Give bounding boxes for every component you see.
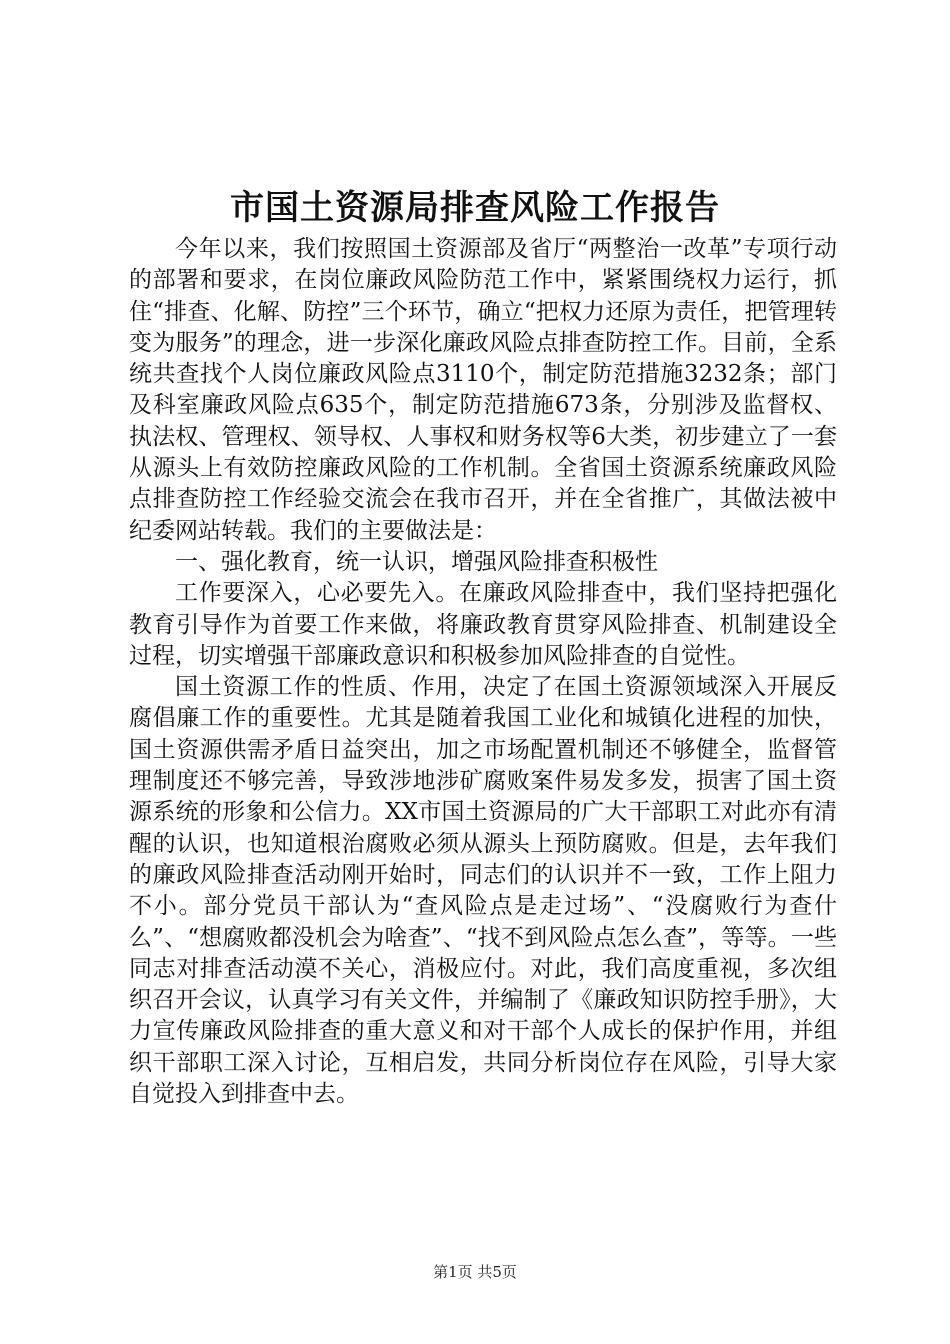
section-heading: 一、强化教育，统一认识，增强风险排查积极性	[175, 548, 658, 575]
paragraph-intro: 今年以来，我们按照国土资源部及省厅“两整治一改革”专项行动的部署和要求，在岗位廉政风险防范工作中，紧紧围绕权力运行，抓住“排查、化解、防控”三个环节，确立“把权力还原为责任，把管理转变为服务”的理念，进一步深化廉政风险点排查防控工作。目前，全系统共查找个人岗位廉政风险点3110个，制定防范措施3232条；部门及科室廉政风险点635个，制定防范措施673条，分别涉及监督权、执法权、管理权、领导权、人事权和财务权等6大类，初步建立了一套从源头上有效防控廉政风险的工作机制。全省国土资源系统廉政风险点排查防控工作经验交流会在我市召开，并在全省推广，其做法被中纪委网站转载。我们的主要做法是：	[129, 236, 837, 544]
document-body	[129, 234, 837, 1110]
document-title: 市国土资源局排查风险工作报告	[230, 188, 720, 228]
page-footer: 第1页 共5页	[433, 1263, 517, 1281]
paragraph-education: 工作要深入，心必要先入。在廉政风险排查中，我们坚持把强化教育引导作为首要工作来做，将廉政教育贯穿风险排查、机制建设全过程，切实增强干部廉政意识和积极参加风险排查的自觉性。	[129, 580, 837, 669]
paragraph-background: 国土资源工作的性质、作用，决定了在国土资源领域深入开展反腐倡廉工作的重要性。尤其是随着我国工业化和城镇化进程的加快，国土资源供需矛盾日益突出，加之市场配置机制还不够健全，监督管理制度还不够完善，导致涉地涉矿腐败案件易发多发，损害了国土资源系统的形象和公信力。XX市国土资源局的广大干部职工对此亦有清醒的认识，也知道根治腐败必须从源头上预防腐败。但是，去年我们的廉政风险排查活动刚开始时，同志们的认识并不一致，工作上阻力不小。部分党员干部认为“查风险点是走过场”、“没腐败行为查什么”、“想腐败都没机会为啥查”、“找不到风险点怎么查”，等等。一些同志对排查活动漠不关心，消极应付。对此，我们高度重视，多次组织召开会议，认真学习有关文件，并编制了《廉政知识防控手册》，大力宣传廉政风险排查的重大意义和对干部个人成长的保护作用，并组织干部职工深入讨论，互相启发，共同分析岗位存在风险，引导大家自觉投入到排查中去。	[129, 674, 837, 1108]
